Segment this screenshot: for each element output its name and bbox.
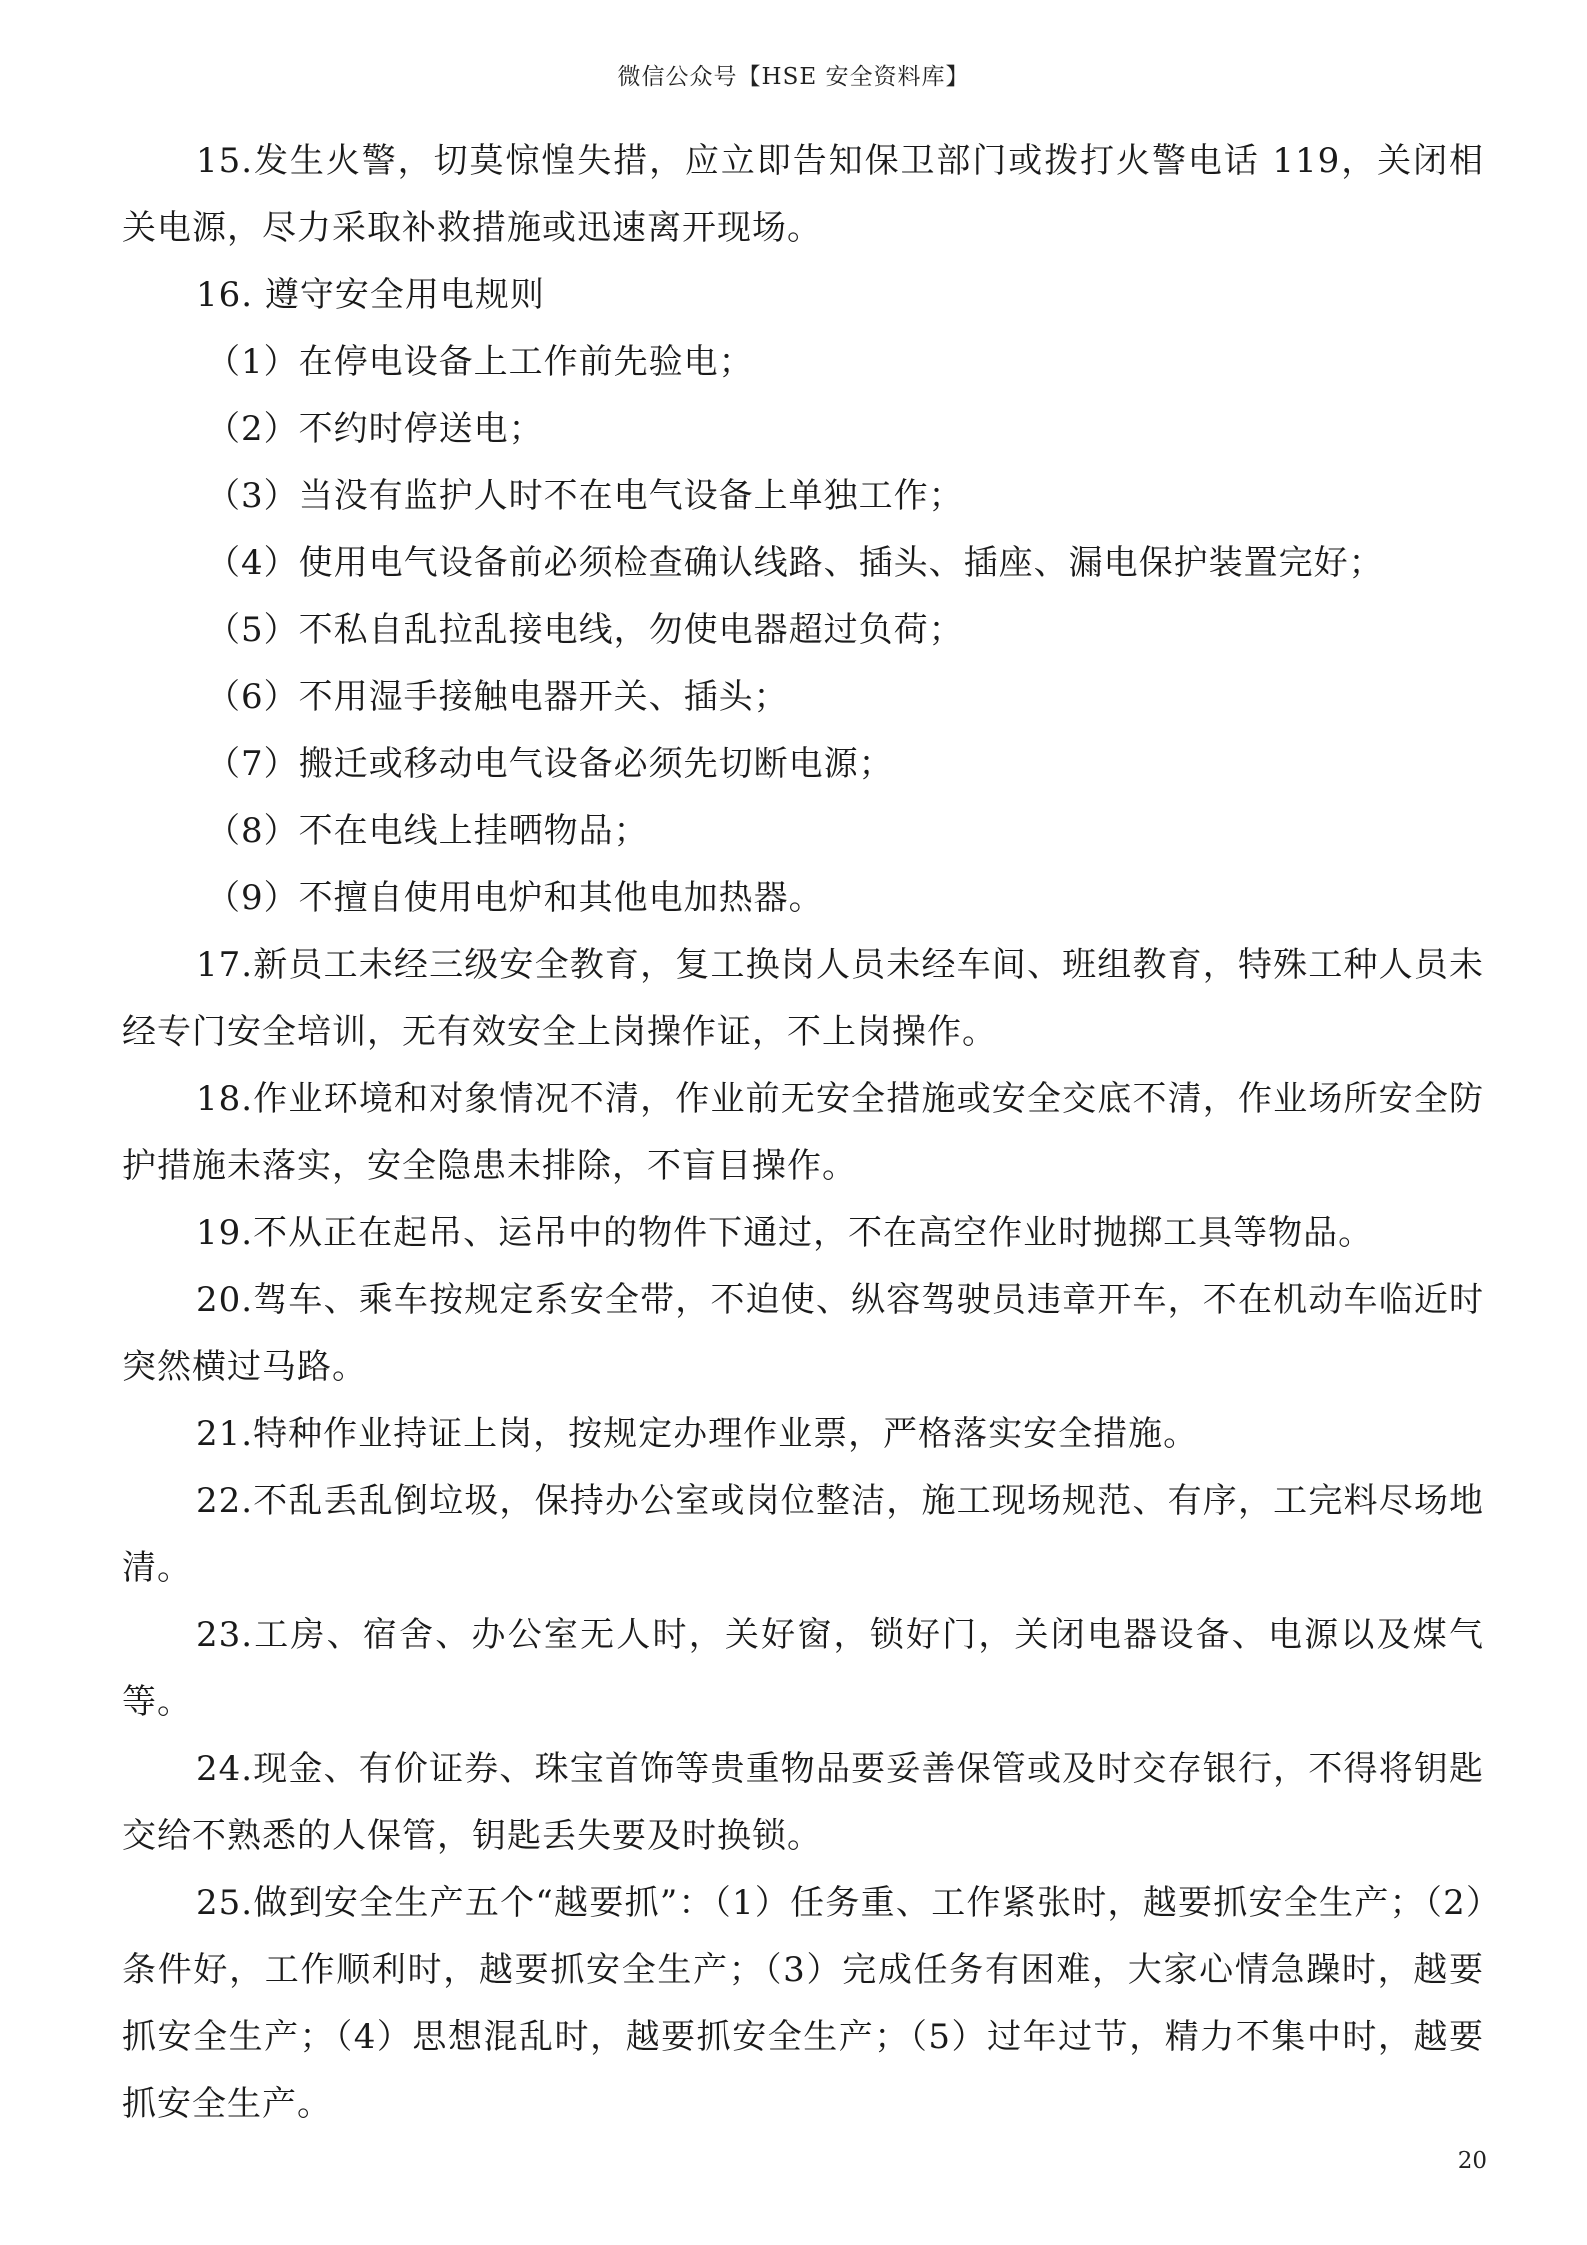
list-item-9: （9）不擅自使用电炉和其他电加热器。: [206, 878, 824, 918]
list-item-4: （4）使用电气设备前必须检查确认线路、插头、插座、漏电保护装置完好；: [206, 543, 1384, 583]
page-header: 微信公众号【HSE 安全资料库】: [617, 64, 970, 90]
paragraph-23: 23.工房、宿舍、办公室无人时，关好窗，锁好门，关闭电器设备、电源以及煤气等。: [122, 1615, 1484, 1722]
paragraph-19: 19.不从正在起吊、运吊中的物件下通过，不在高空作业时抛掷工具等物品。: [196, 1213, 1374, 1253]
document-body: [122, 128, 1484, 2138]
paragraph-18: 18.作业环境和对象情况不清，作业前无安全措施或安全交底不清，作业场所安全防护措施未落实，安全隐患未排除，不盲目操作。: [122, 1079, 1484, 1186]
paragraph-16-heading: 16. 遵守安全用电规则: [196, 275, 545, 315]
paragraph-20: 20.驾车、乘车按规定系安全带，不迫使、纵容驾驶员违章开车，不在机动车临近时突然横过马路。: [122, 1280, 1484, 1387]
paragraph-25: 25.做到安全生产五个“越要抓”：（1）任务重、工作紧张时，越要抓安全生产；（2）条件好，工作顺利时，越要抓安全生产；（3）完成任务有困难，大家心情急躁时，越要抓安全生产；（4）思想混乱时，越要抓安全生产；（5）过年过节，精力不集中时，越要抓安全生产。: [122, 1883, 1484, 2124]
list-item-1: （1）在停电设备上工作前先验电；: [206, 342, 754, 382]
page-number: 20: [1457, 2148, 1487, 2174]
paragraph-21: 21.特种作业持证上岗，按规定办理作业票，严格落实安全措施。: [196, 1414, 1199, 1454]
list-item-8: （8）不在电线上挂晒物品；: [206, 811, 649, 851]
paragraph-15: 15.发生火警，切莫惊惶失措，应立即告知保卫部门或拨打火警电话 119，关闭相关电源，尽力采取补救措施或迅速离开现场。: [122, 141, 1484, 248]
paragraph-24: 24.现金、有价证券、珠宝首饰等贵重物品要妥善保管或及时交存银行，不得将钥匙交给不熟悉的人保管，钥匙丢失要及时换锁。: [122, 1749, 1484, 1856]
list-item-2: （2）不约时停送电；: [206, 409, 544, 449]
list-item-6: （6）不用湿手接触电器开关、插头；: [206, 677, 789, 717]
list-item-5: （5）不私自乱拉乱接电线，勿使电器超过负荷；: [206, 610, 964, 650]
paragraph-22: 22.不乱丢乱倒垃圾，保持办公室或岗位整洁，施工现场规范、有序，工完料尽场地清。: [122, 1481, 1484, 1588]
list-item-3: （3）当没有监护人时不在电气设备上单独工作；: [206, 476, 964, 516]
paragraph-17: 17.新员工未经三级安全教育，复工换岗人员未经车间、班组教育，特殊工种人员未经专门安全培训，无有效安全上岗操作证，不上岗操作。: [122, 945, 1484, 1052]
list-item-7: （7）搬迁或移动电气设备必须先切断电源；: [206, 744, 894, 784]
